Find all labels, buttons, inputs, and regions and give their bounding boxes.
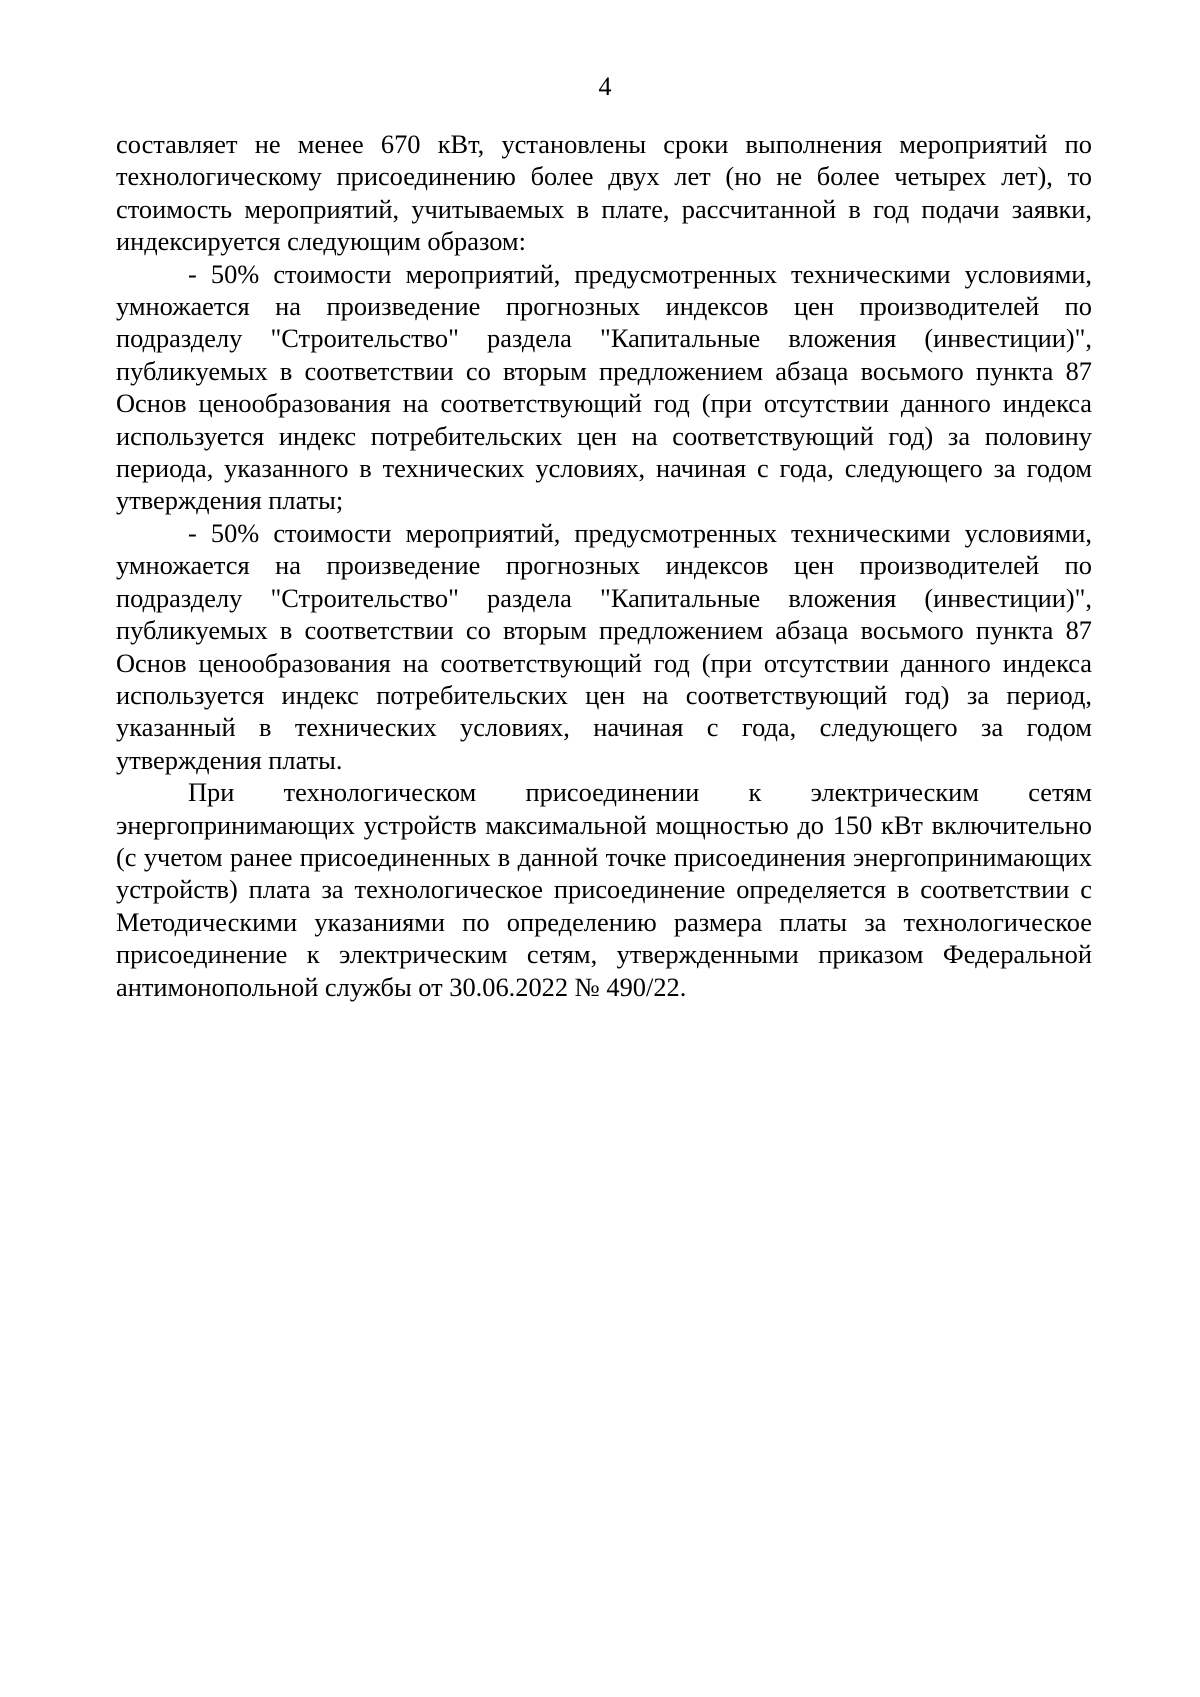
list-item-second-indexation: - 50% стоимости мероприятий, предусмотренных техническими условиями, умножается на произведение прогнозных индексов цен производителей по подразделу "Строительство" раздела "Капитальные вложения (инвестиции)", публикуемых в соответствии со вторым предложением абзаца восьмого пункта 87 Основ ценообразования на соответствующий год (при отсутствии данного индекса используется индекс потребительских цен на соответствующий год) за период, указанный в технических условиях, начиная с года, следующего за годом утверждения платы.	[116, 517, 1092, 775]
page-number: 4	[598, 72, 612, 101]
document-body	[116, 128, 1092, 1003]
paragraph-up-to-150kw: При технологическом присоединении к электрическим сетям энергопринимающих устройств максимальной мощностью до 150 кВт включительно (с учетом ранее присоединенных в данной точке присоединения энергопринимающих устройств) плата за технологическое присоединение определяется в соответствии с Методическими указаниями по определению размера платы за технологическое присоединение к электрическим сетям, утвержденными приказом Федеральной антимонопольной службы от 30.06.2022 № 490/22.	[116, 777, 1092, 1002]
paragraph-continuation: составляет не менее 670 кВт, установлены сроки выполнения мероприятий по технологическому присоединению более двух лет (но не более четырех лет), то стоимость мероприятий, учитываемых в плате, рассчитанной в год подачи заявки, индексируется следующим образом:	[116, 129, 1092, 257]
list-item-first-indexation: - 50% стоимости мероприятий, предусмотренных техническими условиями, умножается на произведение прогнозных индексов цен производителей по подразделу "Строительство" раздела "Капитальные вложения (инвестиции)", публикуемых в соответствии со вторым предложением абзаца восьмого пункта 87 Основ ценообразования на соответствующий год (при отсутствии данного индекса используется индекс потребительских цен на соответствующий год) за половину периода, указанного в технических условиях, начиная с года, следующего за годом утверждения платы;	[116, 258, 1092, 516]
